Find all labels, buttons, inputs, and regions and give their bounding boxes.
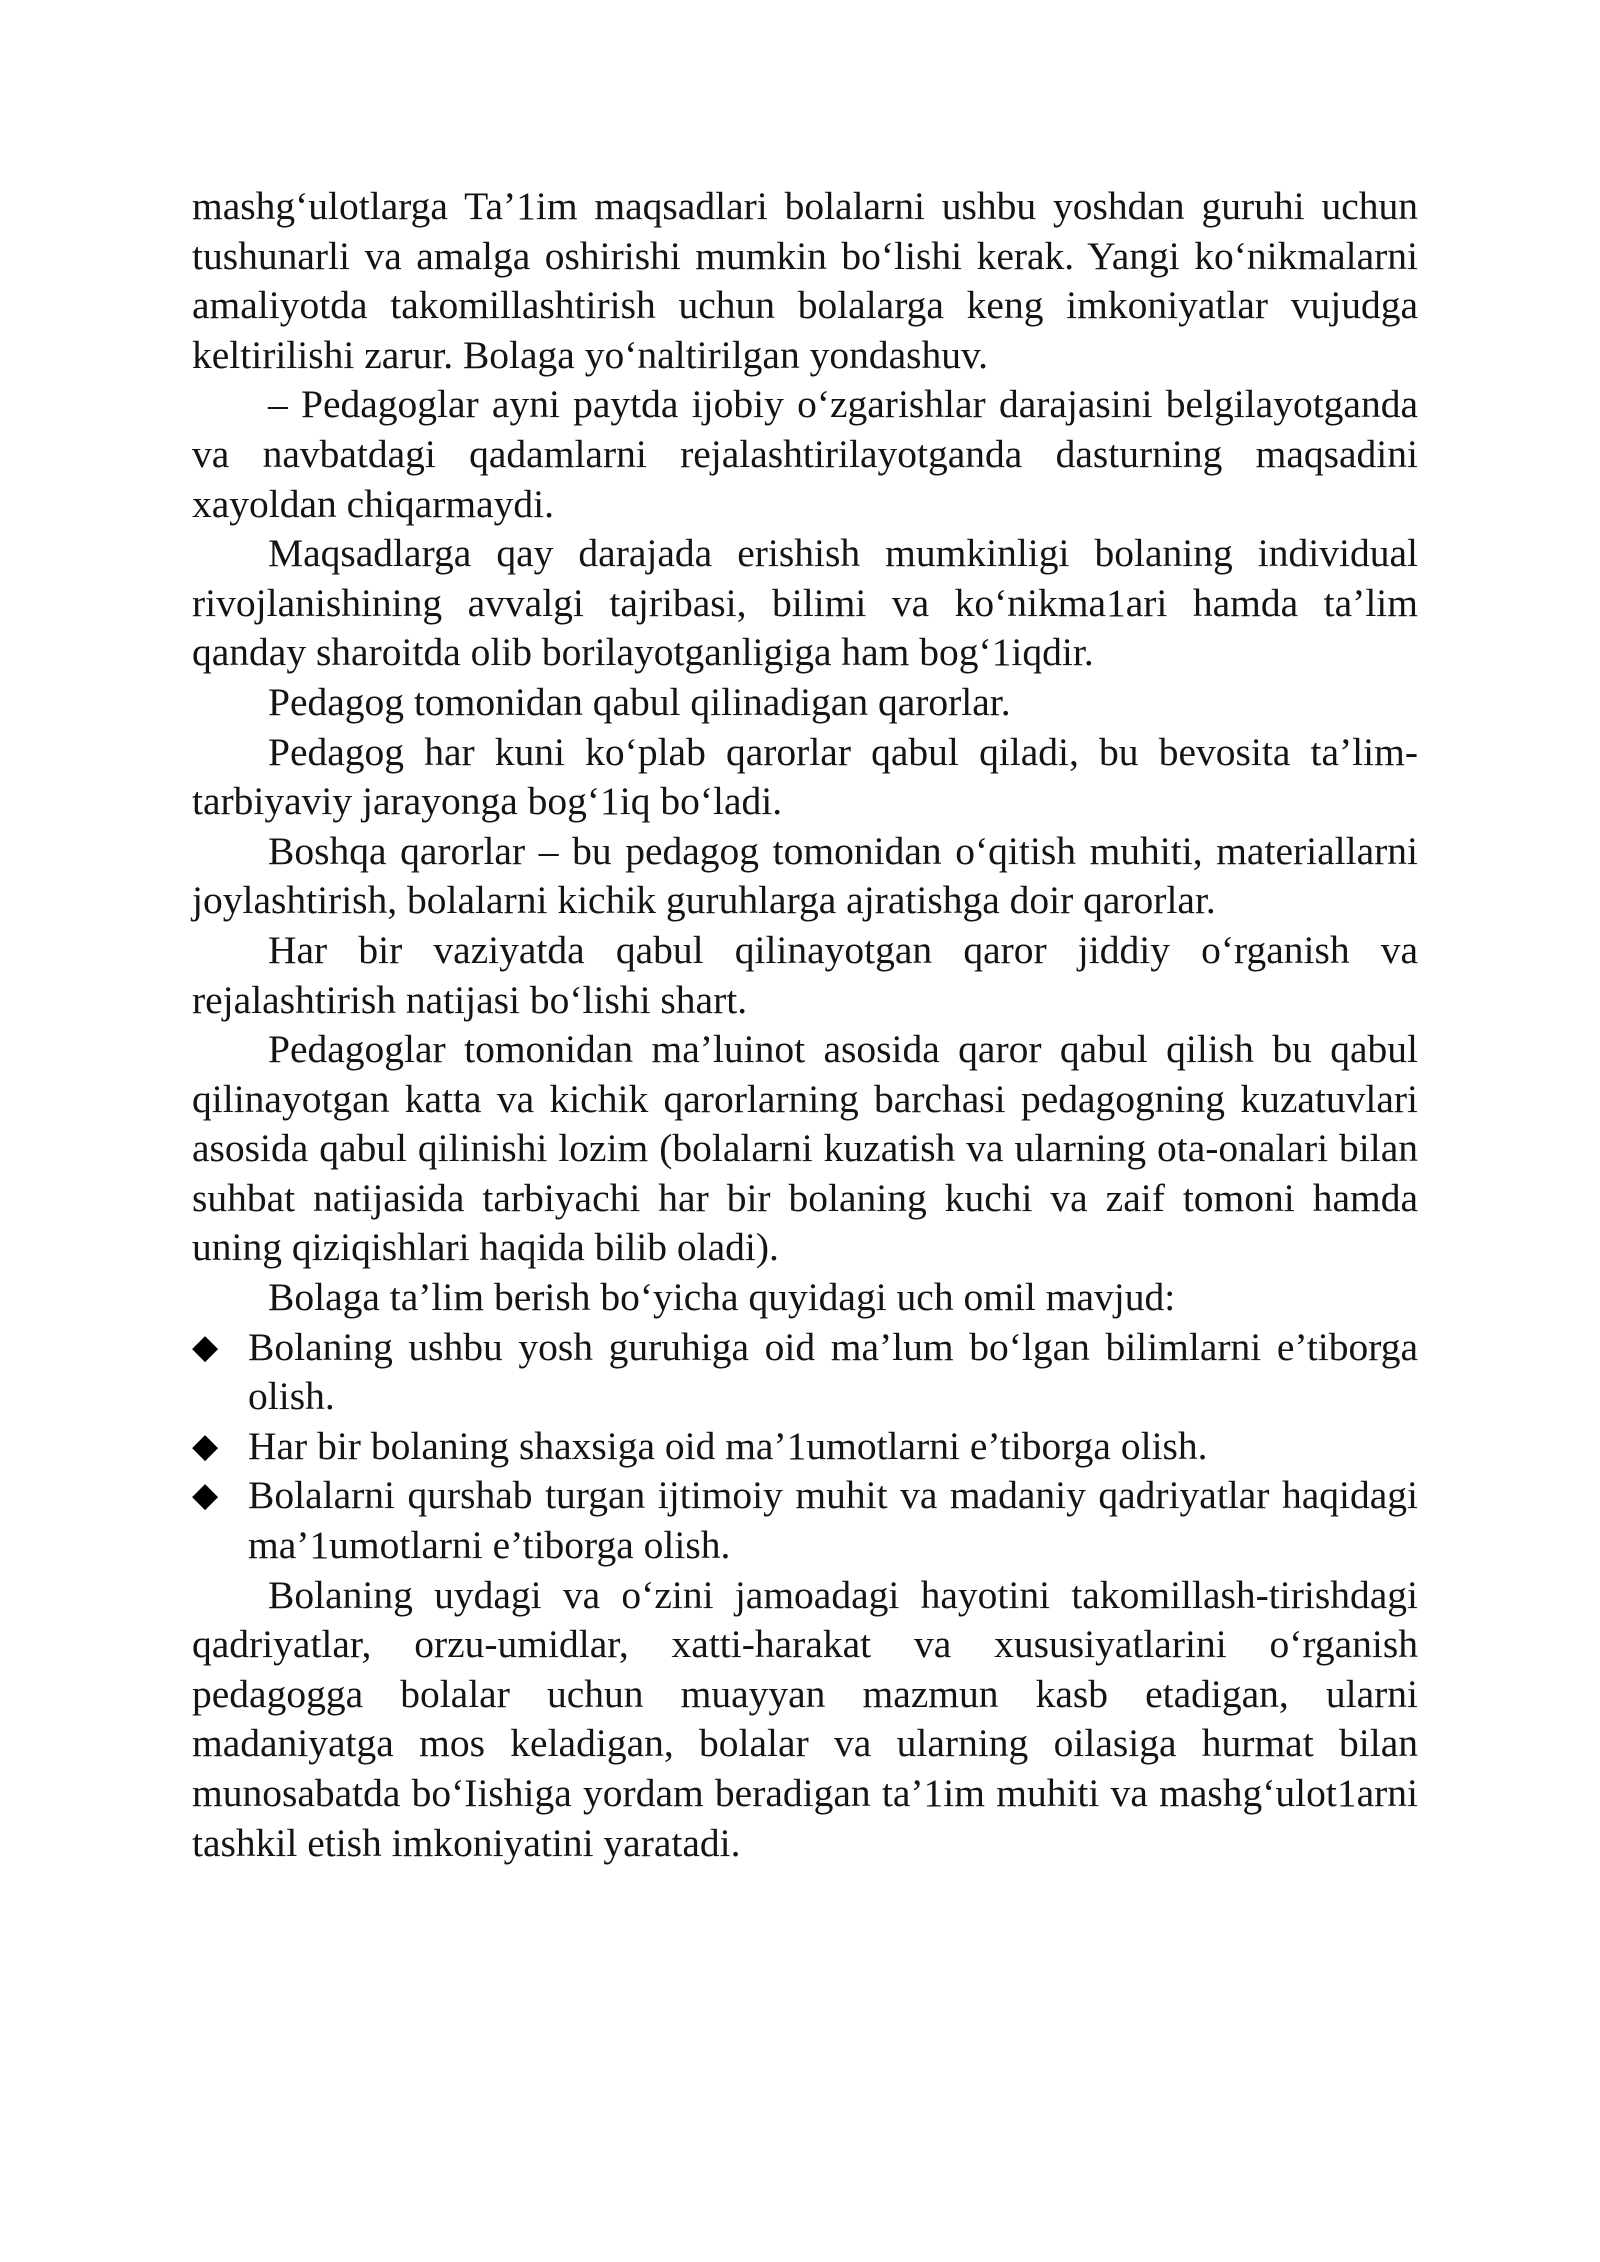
- paragraph-goal-achievement: Maqsadlarga qay darajada erishish mumkinligi bolaning individual rivojlanishining avvalgi tajribasi, bilimi va ko‘nikma1ari hamda ta’lim qanday sharoitda olib borilayotganligiga ham bog‘1iqdir.: [192, 531, 1418, 675]
- list-item: [192, 1422, 1418, 1472]
- list-item: [192, 1471, 1418, 1570]
- list-item-text: Bolaning ushbu yosh guruhiga oid ma’lum bo‘lgan bilimlarni e’tiborga olish.: [248, 1324, 1418, 1419]
- paragraph-daily-decisions: Pedagog har kuni ko‘plab qarorlar qabul qiladi, bu bevosita ta’lim-tarbiyaviy jarayonga bog‘1iq bo‘ladi.: [192, 729, 1418, 824]
- list-item-text: Bolalarni qurshab turgan ijtimoiy muhit va madaniy qadriyatlar haqidagi ma’1umotlarni e’tiborga olish.: [248, 1473, 1418, 1568]
- paragraph-three-factors-intro: Bolaga ta’lim berish bo‘yicha quyidagi uch omil mavjud:: [268, 1275, 1176, 1320]
- factors-list: [192, 1323, 1418, 1571]
- diamond-bullet-icon: ◆: [192, 1475, 219, 1516]
- list-item: [192, 1323, 1418, 1422]
- paragraph-other-decisions: Boshqa qarorlar – bu pedagog tomonidan o‘qitish muhiti, materiallarni joylashtirish, bolalarni kichik guruhlarga ajratishga doir qarorlar.: [192, 828, 1418, 923]
- diamond-bullet-icon: ◆: [192, 1326, 219, 1367]
- document-page: [192, 182, 1418, 1868]
- paragraph-continuation: mashg‘ulotlarga Ta’1im maqsadlari bolalarni ushbu yoshdan guruhi uchun tushunarli va amalga oshirishi mumkin bo‘lishi kerak. Yangi ko‘nikmalarni amaliyotda takomillashtirish uchun bolalarga keng imkoniyatlar vujudga keltirilishi zarur. Bolaga yo‘naltirilgan yondashuv.: [192, 184, 1418, 377]
- paragraph-decisions-heading: Pedagog tomonidan qabul qilinadigan qarorlar.: [268, 679, 1011, 724]
- diamond-bullet-icon: ◆: [192, 1425, 219, 1466]
- paragraph-pedagogues-goal: – Pedagoglar ayni paytda ijobiy o‘zgarishlar darajasini belgilayotganda va navbatdagi qadamlarni rejalashtirilayotganda dasturning maqsadini xayoldan chiqarmaydi.: [192, 382, 1418, 526]
- list-item-text: Har bir bolaning shaxsiga oid ma’1umotlarni e’tiborga olish.: [248, 1423, 1208, 1468]
- paragraph-each-situation: Har bir vaziyatda qabul qilinayotgan qaror jiddiy o‘rganish va rejalashtirish natijasi bo‘lishi shart.: [192, 927, 1418, 1022]
- paragraph-values-study: Bolaning uydagi va o‘zini jamoadagi hayotini takomillash-tirishdagi qadriyatlar, orzu-umidlar, xatti-harakat va xususiyatlarini o‘rganish pedagogga bolalar uchun muayyan mazmun kasb etadigan, ularni madaniyatga mos keladigan, bolalar va ularning oilasiga hurmat bilan munosabatda bo‘Iishiga yordam beradigan ta’1im muhiti va mashg‘ulot1arni tashkil etish imkoniyatini yaratadi.: [192, 1572, 1418, 1865]
- paragraph-informed-decisions: Pedagoglar tomonidan ma’luinot asosida qaror qabul qilish bu qabul qilinayotgan katta va kichik qarorlarning barchasi pedagogning kuzatuvlari asosida qabul qilinishi lozim (bolalarni kuzatish va ularning ota-onalari bilan suhbat natijasida tarbiyachi har bir bolaning kuchi va zaif tomoni hamda uning qiziqishlari haqida bilib oladi).: [192, 1027, 1418, 1270]
